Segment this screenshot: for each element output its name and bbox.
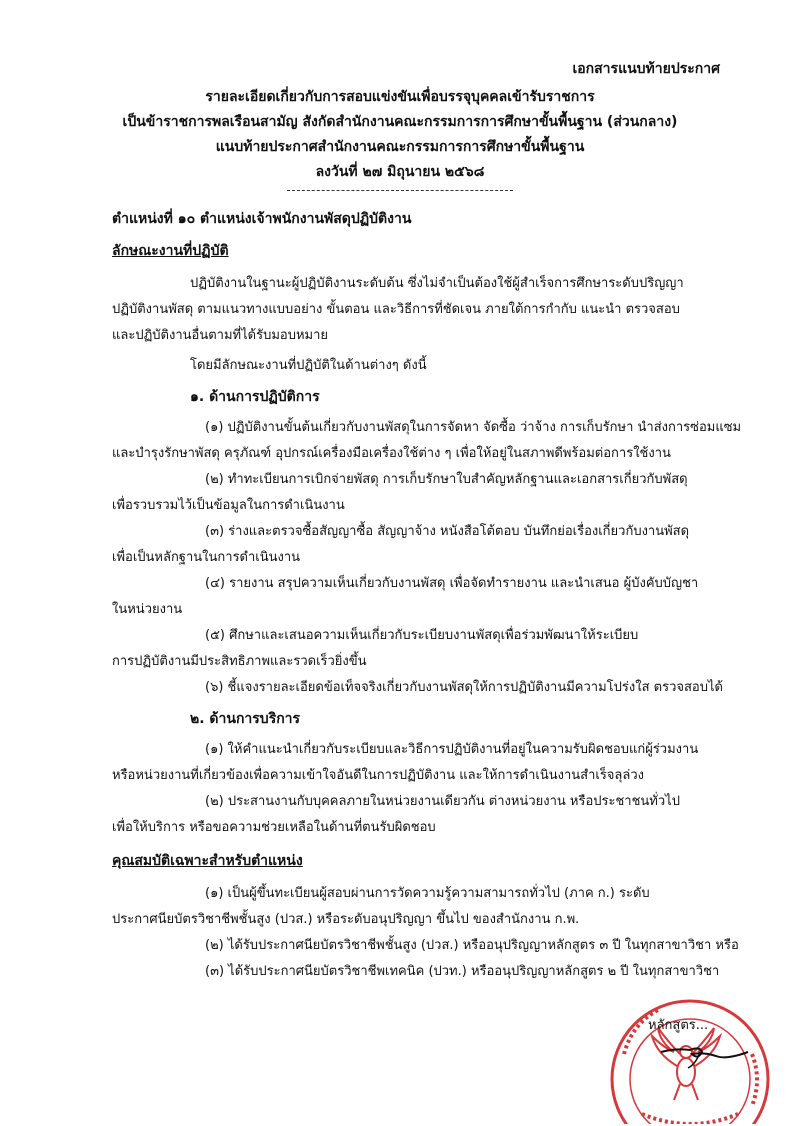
heading-date: ลงวันที่ ๒๗ มิถุนายน ๒๕๖๘ xyxy=(315,164,485,180)
heading-line-1: รายละเอียดเกี่ยวกับการสอบแข่งขันเพื่อบรรจุบุคคลเข้ารับราชการ xyxy=(205,89,595,105)
ops-line: และบำรุงรักษาพัสดุ ครุภัณฑ์ อุปกรณ์เครื่องมือเครื่องใช้ต่าง ๆ เพื่อให้อยู่ในสภาพดีพร้อมต่อการใช้งาน xyxy=(112,446,671,461)
ops-line: เพื่อรวบรวมไว้เป็นข้อมูลในการดำเนินงาน xyxy=(112,498,345,513)
svc-line: (๑) ให้คำแนะนำเกี่ยวกับระเบียบและวิธีการปฏิบัติงานที่อยู่ในความรับผิดชอบแก่ผู้ร่วมงาน xyxy=(205,742,699,757)
signature-icon xyxy=(656,1034,756,1078)
qual-line: (๒) ได้รับประกาศนียบัตรวิชาชีพชั้นสูง (ปวส.) หรืออนุปริญญาหลักสูตร ๓ ปี ในทุกสาขาวิชา หรือ xyxy=(205,938,739,953)
seal-overlay-text: หลักสูตร... xyxy=(648,1018,709,1033)
attachment-label: เอกสารแนบท้ายประกาศ xyxy=(572,61,720,77)
position-title: ตำแหน่งที่ ๑๐ ตำแหน่งเจ้าพนักงานพัสดุปฏิบัติงาน xyxy=(112,211,412,227)
intro-line: ปฏิบัติงานในฐานะผู้ปฏิบัติงานระดับต้น ซึ่งไม่จำเป็นต้องใช้ผู้สำเร็จการศึกษาระดับปริญญา xyxy=(190,276,684,291)
intro-line: ปฏิบัติงานพัสดุ ตามแนวทางแบบอย่าง ขั้นตอน และวิธีการที่ชัดเจน ภายใต้การกำกับ แนะนำ ตรวจสอบ xyxy=(112,302,680,317)
ops-line: (๖) ชี้แจงรายละเอียดข้อเท็จจริงเกี่ยวกับงานพัสดุให้การปฏิบัติงานมีความโปร่งใส ตรวจสอบได้ xyxy=(205,680,723,695)
svc-line: หรือหน่วยงานที่เกี่ยวข้องเพื่อความเข้าใจอันดีในการปฏิบัติงาน และให้การดำเนินงานสำเร็จลุล่วง xyxy=(112,768,645,783)
ops-line: (๔) รายงาน สรุปความเห็นเกี่ยวกับงานพัสดุ เพื่อจัดทำรายงาน และนำเสนอ ผู้บังคับบัญชา xyxy=(205,576,699,591)
heading-divider xyxy=(287,190,513,191)
intro-line-2: โดยมีลักษณะงานที่ปฏิบัติในด้านต่างๆ ดังนี้ xyxy=(190,358,427,373)
svc-line: (๒) ประสานงานกับบุคคลภายในหน่วยงานเดียวกัน ต่างหน่วยงาน หรือประชาชนทั่วไป xyxy=(205,794,680,809)
qual-line: (๓) ได้รับประกาศนียบัตรวิชาชีพเทคนิค (ปวท.) หรืออนุปริญญาหลักสูตร ๒ ปี ในทุกสาขาวิชา xyxy=(205,964,720,979)
qualification-title: คุณสมบัติเฉพาะสำหรับตำแหน่ง xyxy=(112,853,303,869)
ops-line: (๒) ทำทะเบียนการเบิกจ่ายพัสดุ การเก็บรักษาใบสำคัญหลักฐานและเอกสารเกี่ยวกับพัสดุ xyxy=(205,472,688,487)
svc-title: ๒. ด้านการบริการ xyxy=(190,711,301,727)
job-nature-title: ลักษณะงานที่ปฏิบัติ xyxy=(112,243,229,259)
ops-line: ในหน่วยงาน xyxy=(112,602,183,617)
heading-line-3: แนบท้ายประกาศสำนักงานคณะกรรมการการศึกษาขั้นพื้นฐาน xyxy=(215,139,585,155)
qual-line: ประกาศนียบัตรวิชาชีพชั้นสูง (ปวส.) หรือระดับอนุปริญญา ขึ้นไป ของสำนักงาน ก.พ. xyxy=(112,912,580,927)
ops-title: ๑. ด้านการปฏิบัติการ xyxy=(190,389,320,405)
garuda-seal-icon xyxy=(602,984,774,1124)
intro-line: และปฏิบัติงานอื่นตามที่ได้รับมอบหมาย xyxy=(112,328,329,343)
ops-line: (๑) ปฏิบัติงานขั้นต้นเกี่ยวกับงานพัสดุในการจัดหา จัดซื้อ ว่าจ้าง การเก็บรักษา นำส่งการซ่อมแซม xyxy=(205,420,742,435)
svc-line: เพื่อให้บริการ หรือขอความช่วยเหลือในด้านที่ตนรับผิดชอบ xyxy=(112,820,436,835)
heading-line-2: เป็นข้าราชการพลเรือนสามัญ สังกัดสำนักงานคณะกรรมการการศึกษาขั้นพื้นฐาน (ส่วนกลาง) xyxy=(122,114,678,130)
qual-line: (๑) เป็นผู้ขึ้นทะเบียนผู้สอบผ่านการวัดความรู้ความสามารถทั่วไป (ภาค ก.) ระดับ xyxy=(205,886,650,901)
ops-line: (๓) ร่างและตรวจซื้อสัญญาซื้อ สัญญาจ้าง หนังสือโต้ตอบ บันทึกย่อเรื่องเกี่ยวกับงานพัสดุ xyxy=(205,524,690,539)
ops-line: เพื่อเป็นหลักฐานในการดำเนินงาน xyxy=(112,550,301,565)
ops-line: การปฏิบัติงานมีประสิทธิภาพและรวดเร็วยิ่งขึ้น xyxy=(112,654,367,669)
ops-line: (๕) ศึกษาและเสนอความเห็นเกี่ยวกับระเบียบงานพัสดุเพื่อร่วมพัฒนาให้ระเบียบ xyxy=(205,628,639,643)
